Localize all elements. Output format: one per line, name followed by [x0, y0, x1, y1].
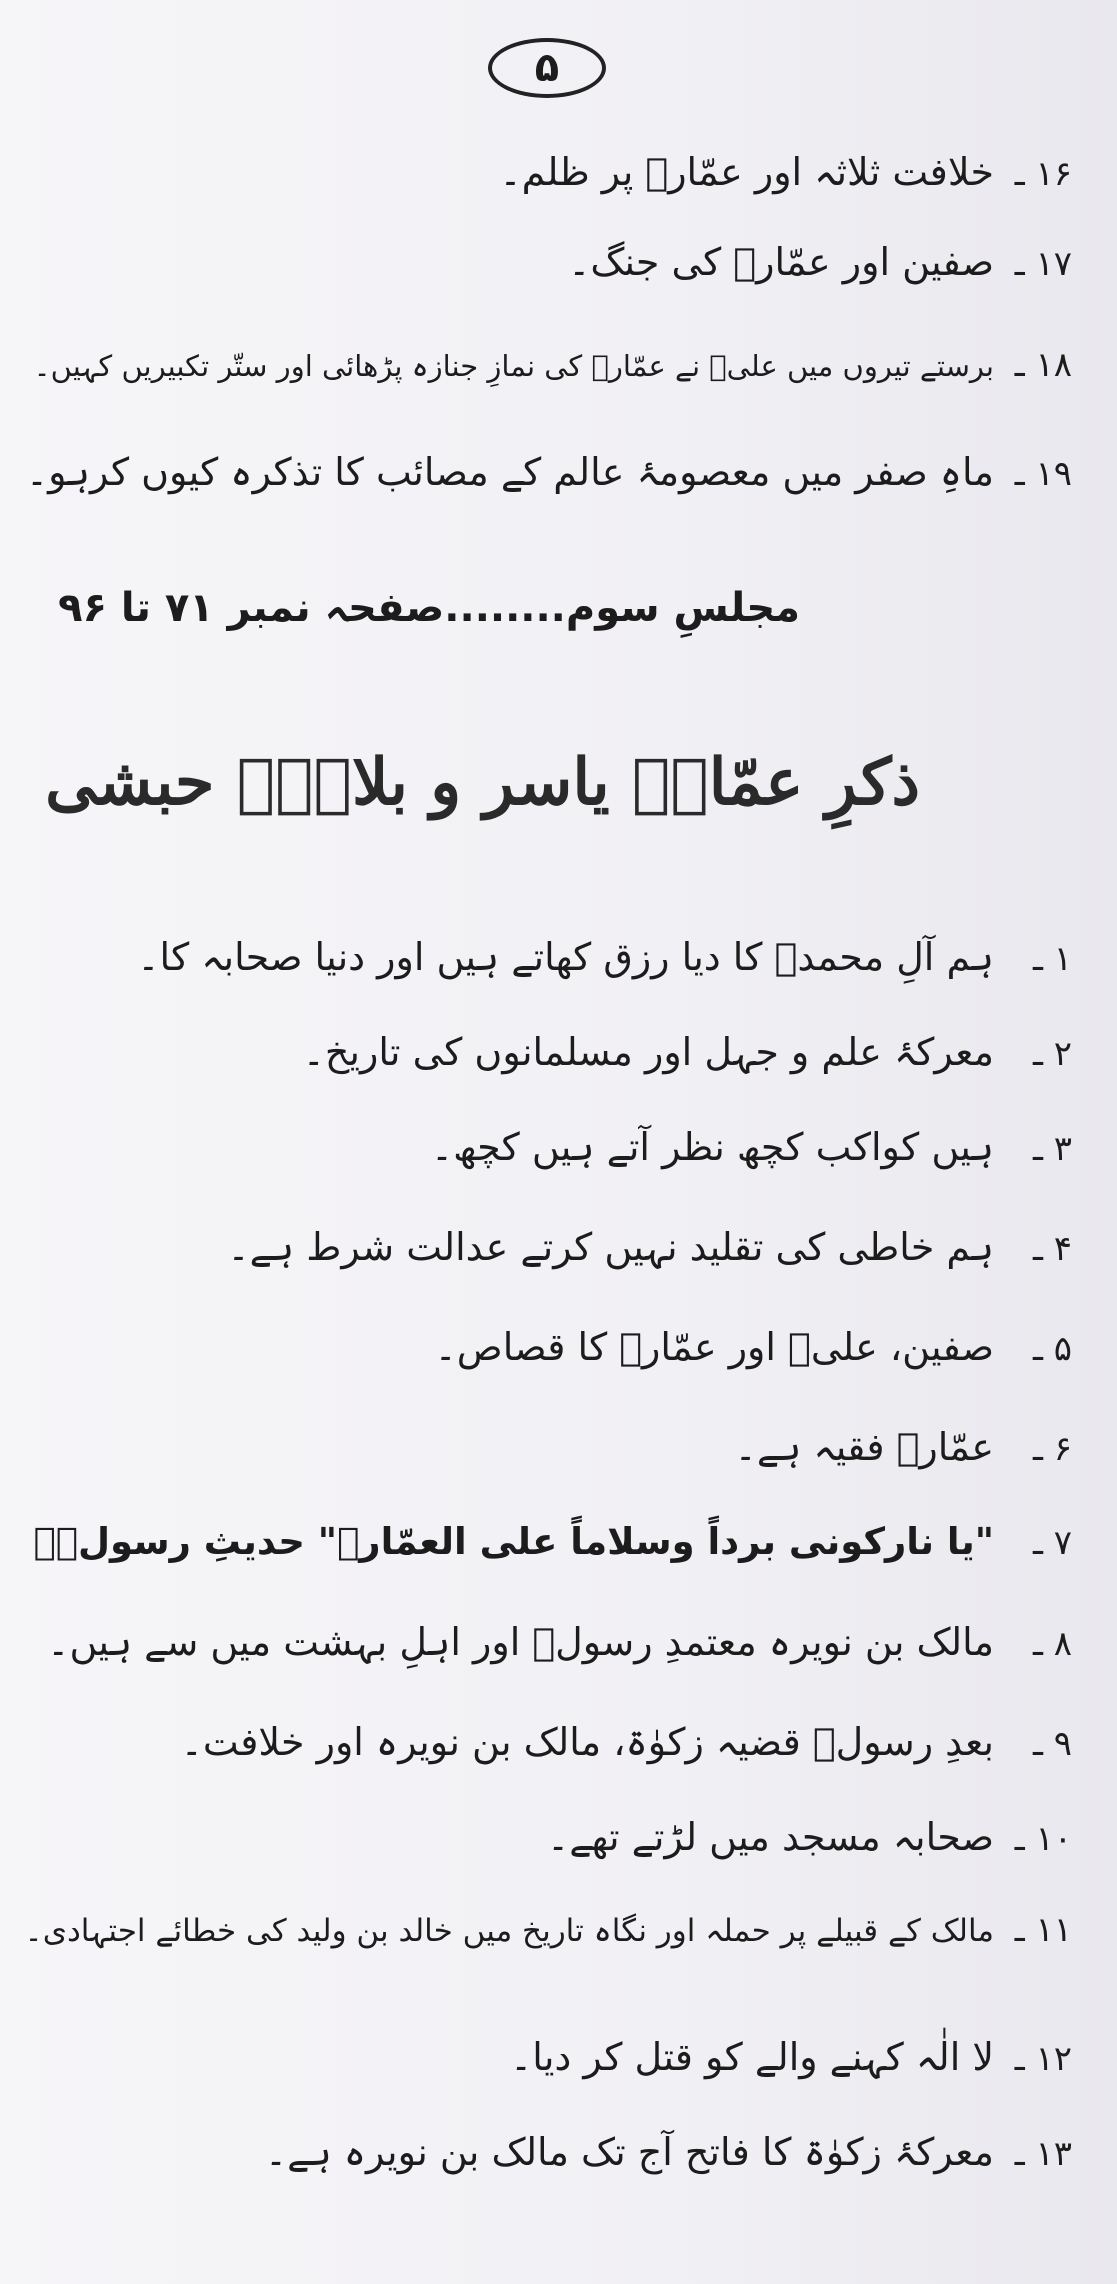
- list-item: [34, 345, 1072, 386]
- list-item: [47, 1620, 1072, 1666]
- list-item: [568, 240, 1072, 286]
- item-text: بعدِ رسولؐ قضیہ زکوٰۃ، مالک بن نویرہ اور خلافت۔: [180, 1720, 994, 1764]
- list-item: [181, 1720, 1072, 1766]
- item-text: معرکۂ زکوٰۃ کا فاتح آج تک مالک بن نویرہ ہے۔: [264, 2130, 994, 2174]
- item-text: لا الٰہ کہنے والے کو قتل کر دیا۔: [510, 2035, 994, 2079]
- list-item: [303, 1030, 1072, 1076]
- item-text: برستے تیروں میں علیؑ نے عمّارؑ کی نمازِ جنازہ پڑھائی اور ستّر تکبیریں کہیں۔: [33, 349, 994, 383]
- item-text: ہیں کواکب کچھ نظر آتے ہیں کچھ۔: [430, 1125, 994, 1169]
- page-number-badge: ۵: [488, 38, 606, 98]
- item-text: معرکۂ علم و جہل اور مسلمانوں کی تاریخ۔: [302, 1030, 994, 1074]
- item-text: خلافت ثلاثہ اور عمّارؑ پر ظلم۔: [499, 150, 994, 194]
- item-number: ۸ ـ: [1012, 1624, 1072, 1665]
- section-header: مجلسِ سوم........صفحہ نمبر ۷۱ تا ۹۶: [58, 585, 800, 631]
- item-text: صحابہ مسجد میں لڑتے تھے۔: [546, 1815, 994, 1859]
- list-item: [431, 1125, 1072, 1171]
- item-number: ۲ ـ: [1012, 1034, 1072, 1075]
- item-text: "یا نارکونی برداً وسلاماً علی العمّارؑ" حدیثِ رسولؐ۔: [33, 1520, 994, 1563]
- list-item: [265, 2130, 1072, 2176]
- section-title: ذکرِ عمّارؑ یاسر و بلالِؑ حبشی: [45, 745, 920, 820]
- item-number: ۱۶ ـ: [1012, 154, 1072, 195]
- item-number: ۱۰ ـ: [1012, 1819, 1072, 1860]
- item-text: مالک بن نویرہ معتمدِ رسولؐ اور اہلِ بہشت میں سے ہیں۔: [47, 1620, 994, 1664]
- list-item: [227, 1225, 1072, 1271]
- item-number: ۱ ـ: [1012, 939, 1072, 980]
- list-item: [34, 1520, 1072, 1564]
- item-text: ماہِ صفر میں معصومۂ عالم کے مصائب کا تذکرہ کیوں کرہو۔: [25, 450, 994, 494]
- list-item: [735, 1425, 1072, 1471]
- item-number: ۱۳ ـ: [1012, 2134, 1072, 2175]
- item-number: ۹ ـ: [1012, 1724, 1072, 1765]
- list-item: [137, 935, 1072, 981]
- item-text: مالک کے قبیلے پر حملہ اور نگاہ تاریخ میں خالد بن ولید کی خطائے اجتہادی۔: [24, 1913, 994, 1949]
- item-text: ہم آلِ محمدؐ کا دیا رزق کھاتے ہیں اور دنیا صحابہ کا۔: [137, 935, 994, 979]
- list-item: [499, 150, 1072, 196]
- item-number: ۶ ـ: [1012, 1429, 1072, 1470]
- item-text: عمّارؑ فقیہ ہے۔: [734, 1425, 994, 1469]
- item-number: ۳ ـ: [1012, 1129, 1072, 1170]
- list-item: [510, 2035, 1072, 2081]
- item-number: ۱۱ ـ: [1012, 1910, 1072, 1951]
- item-number: ۵ ـ: [1012, 1329, 1072, 1370]
- item-number: ۴ ـ: [1012, 1229, 1072, 1270]
- list-item: [26, 450, 1072, 496]
- item-number: ۷ ـ: [1012, 1523, 1072, 1564]
- list-item: [25, 1910, 1072, 1951]
- item-number: ۱۷ ـ: [1012, 244, 1072, 285]
- item-text: صفین، علیؑ اور عمّارؑ کا قصاص۔: [434, 1325, 994, 1369]
- item-number: ۱۹ ـ: [1012, 454, 1072, 495]
- list-item: [547, 1815, 1072, 1861]
- item-text: ہم خاطی کی تقلید نہیں کرتے عدالت شرط ہے۔: [227, 1225, 994, 1269]
- item-text: صفین اور عمّارؑ کی جنگ۔: [568, 240, 994, 284]
- item-number: ۱۲ ـ: [1012, 2039, 1072, 2080]
- item-number: ۱۸ ـ: [1012, 345, 1072, 386]
- list-item: [435, 1325, 1072, 1371]
